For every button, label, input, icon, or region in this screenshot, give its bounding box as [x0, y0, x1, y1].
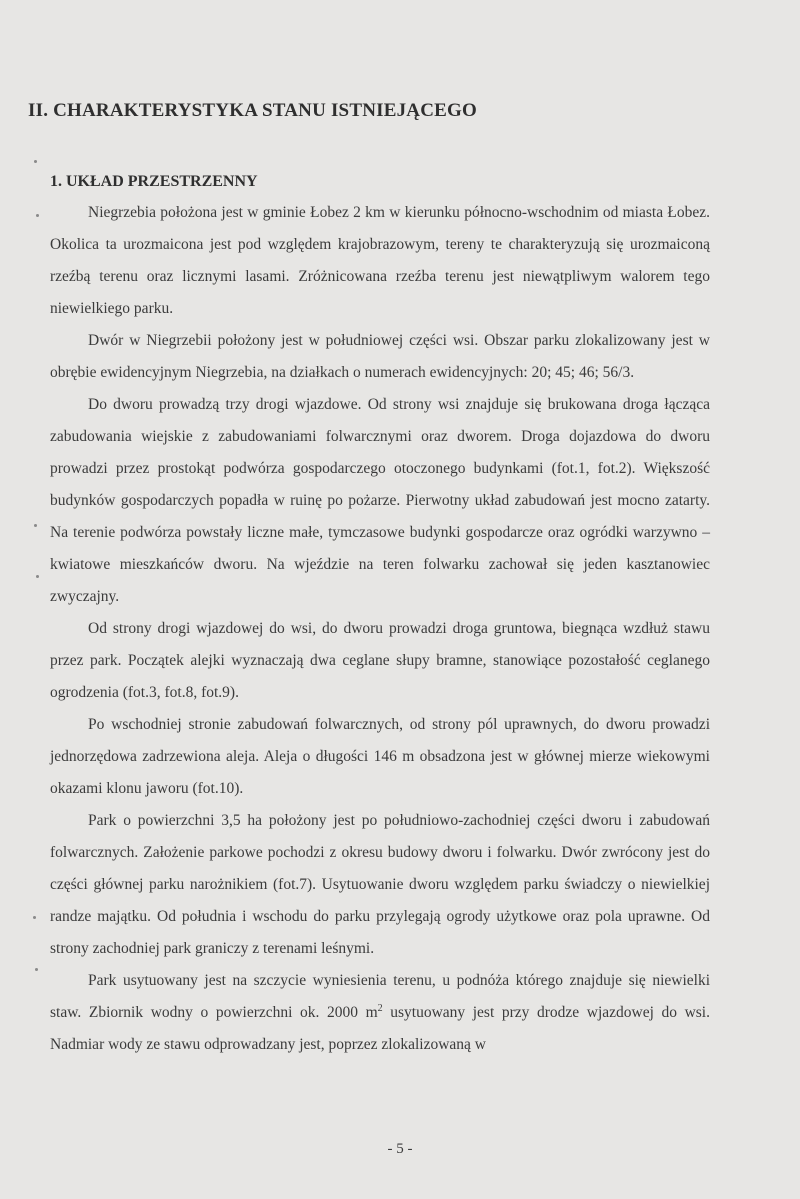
superscript: 2 [377, 1002, 383, 1014]
scan-speck [34, 524, 37, 527]
scan-speck [36, 575, 39, 578]
section-heading: 1. UKŁAD PRZESTRZENNY [50, 173, 258, 190]
paragraph: Od strony drogi wjazdowej do wsi, do dworu prowadzi droga gruntowa, biegnąca wzdłuż stawu przez park. Początek alejki wyznaczają dwa ceglane słupy bramne, stanowiące pozostałość ceglanego ogrodzenia (fot.3, fot.8, fot.9). [50, 620, 710, 701]
text-segment: usytuowany jest przy drodze wjazdowej do wsi. Nadmiar wody ze stawu odprowadzany jest, poprzez zlokalizowaną w [50, 1004, 710, 1053]
scan-speck [36, 214, 39, 217]
paragraph: Do dworu prowadzą trzy drogi wjazdowe. Od strony wsi znajduje się brukowana droga łącząca zabudowania wiejskie z zabudowaniami folwarcznymi oraz dworem. Droga dojazdowa do dworu prowadzi przez prostokąt podwórza gospodarczego otoczonego budynkami (fot.1, fot.2). Większość budynków gospodarczych popadła w ruinę po pożarze. Pierwotny układ zabudowań jest mocno zatarty. Na terenie podwórza powstały liczne małe, tymczasowe budynki gospodarcze oraz ogródki warzywno – kwiatowe mieszkańców dworu. Na wjeździe na teren folwarku zachował się jeden kasztanowiec zwyczajny. [50, 396, 710, 605]
body-text [50, 197, 710, 1061]
paragraph: Niegrzebia położona jest w gminie Łobez 2 km w kierunku północno-wschodnim od miasta Łobez. Okolica ta urozmaicona jest pod względem krajobrazowym, tereny te charakteryzują się urozmaiconą rzeźbą terenu oraz licznymi lasami. Zróżnicowana rzeźba terenu jest niewątpliwym walorem tego niewielkiego parku. [50, 204, 710, 317]
page-number: - 5 - [387, 1141, 413, 1157]
paragraph: Po wschodniej stronie zabudowań folwarcznych, od strony pól uprawnych, do dworu prowadzi jednorzędowa zadrzewiona aleja. Aleja o długości 146 m obsadzona jest w głównej mierze wiekowymi okazami klonu jaworu (fot.10). [50, 716, 710, 797]
paragraph: Park o powierzchni 3,5 ha położony jest po południowo-zachodniej części dworu i zabudowań folwarcznych. Założenie parkowe pochodzi z okresu budowy dworu i folwarku. Dwór zwrócony jest do części głównej parku narożnikiem (fot.7). Usytuowanie dworu względem parku świadczy o niewielkiej randze majątku. Od południa i wschodu do parku przylegają ogrody użytkowe oraz pola uprawne. Od strony zachodniej park graniczy z terenami leśnymi. [50, 812, 710, 957]
chapter-heading: II. CHARAKTERYSTYKA STANU ISTNIEJĄCEGO [28, 100, 477, 121]
scan-speck [35, 968, 38, 971]
paragraph-last [50, 965, 710, 1061]
paragraph: Dwór w Niegrzebii położony jest w południowej części wsi. Obszar parku zlokalizowany jest w obrębie ewidencyjnym Niegrzebia, na działkach o numerach ewidencyjnych: 20; 45; 46; 56/3. [50, 332, 710, 381]
scan-speck [33, 916, 36, 919]
text-segment: Park usytuowany jest na szczycie wyniesienia terenu, u podnóża którego znajduje się niewielki staw. Zbiornik wodny o powierzchni ok. 2000 m [50, 972, 710, 1021]
scan-speck [34, 160, 37, 163]
